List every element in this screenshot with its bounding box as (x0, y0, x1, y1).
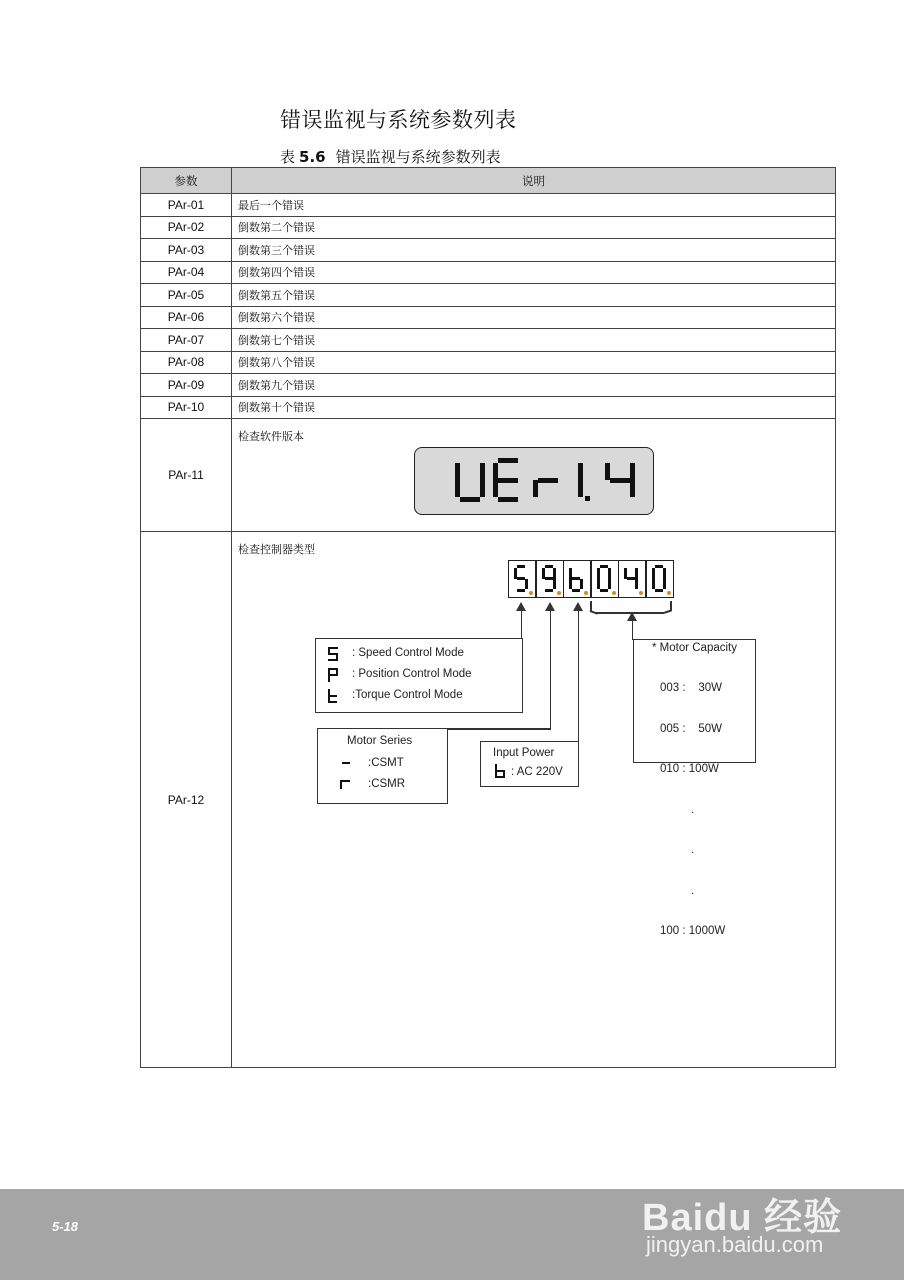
param-cell: PAr-07 (141, 329, 232, 352)
motor-series-title: Motor Series (347, 735, 413, 747)
segment (663, 568, 666, 579)
csmt-label: :CSMT (368, 757, 404, 769)
segment (578, 480, 583, 497)
segment (538, 478, 558, 483)
connector-line (521, 610, 523, 640)
table-row (141, 216, 836, 239)
segment (652, 579, 655, 590)
decimal-dot (612, 591, 616, 595)
caption-title: 错误监视与系统参数列表 (335, 148, 501, 166)
segment (608, 579, 611, 590)
desc-cell: 倒数第七个错误 (232, 329, 836, 352)
segment (545, 565, 553, 568)
param-cell: PAr-05 (141, 284, 232, 307)
desc-cell (232, 532, 836, 1068)
mode-legend-box (315, 638, 523, 713)
segment (455, 480, 460, 497)
desc-cell: 最后一个错误 (232, 194, 836, 217)
decimal-point (585, 496, 590, 501)
table-row (141, 239, 836, 262)
segment (635, 568, 638, 579)
segment (597, 579, 600, 590)
capacity-line: 010 : 100W (660, 763, 719, 775)
segment (480, 463, 485, 480)
param-cell: PAr-02 (141, 216, 232, 239)
segment (630, 463, 635, 480)
table-row (141, 329, 836, 352)
connector-line (448, 728, 551, 730)
connector-line (632, 620, 634, 640)
segment (600, 565, 608, 568)
version-lcd-display (414, 447, 654, 515)
segment (498, 497, 518, 502)
param-cell: PAr-10 (141, 396, 232, 419)
segment (460, 497, 480, 502)
digit-box (618, 560, 646, 598)
segment (580, 579, 583, 590)
connector-line (578, 610, 580, 742)
page-footer (0, 1189, 904, 1280)
param-cell: PAr-09 (141, 374, 232, 397)
motor-capacity-title: * Motor Capacity (651, 642, 737, 654)
segment (517, 577, 525, 580)
segment (553, 579, 556, 590)
table-row (141, 194, 836, 217)
capacity-line: 005 : 50W (660, 722, 723, 735)
segment (517, 565, 525, 568)
header-param: 参数 (141, 168, 232, 194)
header-description: 说明 (232, 168, 836, 194)
table-row (141, 351, 836, 374)
desc-cell: 倒数第十个错误 (232, 396, 836, 419)
segment (663, 579, 666, 590)
table-row (141, 374, 836, 397)
decimal-dot (557, 591, 561, 595)
decimal-dot (529, 591, 533, 595)
digit-box (508, 560, 536, 598)
torque-mode-glyph-icon (328, 689, 338, 703)
table-row (141, 396, 836, 419)
b-glyph-icon (495, 764, 505, 778)
speed-mode-label: : Speed Control Mode (352, 647, 464, 659)
bracket-line (590, 610, 598, 614)
desc-text: 检查软件版本 (238, 430, 304, 443)
decimal-dot (584, 591, 588, 595)
desc-cell: 倒数第八个错误 (232, 351, 836, 374)
page-number: 5-18 (52, 1219, 79, 1234)
param-cell: PAr-12 (141, 532, 232, 1068)
digit-box (563, 560, 591, 598)
connector-line (550, 610, 552, 729)
input-power-value: : AC 220V (511, 766, 563, 778)
desc-text: 检查控制器类型 (238, 543, 315, 556)
segment (600, 589, 608, 592)
input-power-title: Input Power (493, 747, 555, 759)
desc-cell: 倒数第四个错误 (232, 261, 836, 284)
table-row (141, 419, 836, 532)
desc-cell: 倒数第三个错误 (232, 239, 836, 262)
bracket-line (664, 609, 672, 613)
capacity-line: . (691, 803, 695, 816)
csmr-glyph-icon (340, 780, 350, 789)
desc-cell (232, 419, 836, 532)
desc-cell: 倒数第五个错误 (232, 284, 836, 307)
csmr-label: :CSMR (368, 778, 406, 790)
decimal-dot (639, 591, 643, 595)
table-row (141, 306, 836, 329)
digit-box (591, 560, 619, 598)
position-mode-glyph-icon (328, 668, 338, 682)
csmt-glyph-icon (342, 762, 350, 764)
capacity-line: 003 : 30W (660, 682, 723, 694)
param-cell: PAr-03 (141, 239, 232, 262)
capacity-line: . (691, 884, 695, 897)
speed-mode-glyph-icon (328, 647, 338, 661)
segment (525, 579, 528, 590)
segment (498, 478, 518, 483)
table-caption (280, 146, 501, 167)
segment (635, 579, 638, 590)
segment (553, 568, 556, 579)
input-power-box (480, 741, 579, 787)
desc-cell: 倒数第二个错误 (232, 216, 836, 239)
table-row (141, 284, 836, 307)
param-cell: PAr-08 (141, 351, 232, 374)
capacity-line: . (691, 844, 695, 856)
caption-number: 5.6 (299, 148, 326, 166)
segment (545, 577, 553, 580)
segment (455, 463, 460, 480)
segment (597, 568, 600, 579)
digit-box (536, 560, 564, 598)
segment (655, 565, 663, 568)
position-mode-label: : Position Control Mode (352, 668, 472, 680)
segment (627, 577, 635, 580)
segment (533, 480, 538, 497)
page-heading: 错误监视与系统参数列表 (280, 108, 517, 132)
param-cell: PAr-11 (141, 419, 232, 532)
motor-series-box (317, 728, 448, 804)
desc-cell: 倒数第六个错误 (232, 306, 836, 329)
desc-cell: 倒数第九个错误 (232, 374, 836, 397)
capacity-line: 100 : 1000W (660, 925, 726, 937)
param-cell: PAr-06 (141, 306, 232, 329)
table-row (141, 532, 836, 1068)
segment (498, 458, 518, 463)
segment (572, 577, 580, 580)
segment (517, 589, 525, 592)
decimal-dot (667, 591, 671, 595)
segment (610, 478, 630, 483)
segment (572, 589, 580, 592)
watermark-url: jingyan.baidu.com (646, 1232, 824, 1257)
segment (493, 480, 498, 497)
parameter-table (140, 167, 836, 1068)
segment (545, 589, 553, 592)
table-row (141, 261, 836, 284)
torque-mode-label: :Torque Control Mode (352, 689, 463, 701)
segment (608, 568, 611, 579)
segment (655, 589, 663, 592)
segment (569, 579, 572, 590)
param-cell: PAr-04 (141, 261, 232, 284)
segment (480, 480, 485, 497)
motor-capacity-box (633, 639, 756, 937)
segment (652, 568, 655, 579)
param-cell: PAr-01 (141, 194, 232, 217)
digit-box (646, 560, 674, 598)
baidu-watermark-logo: Baidu 经验 (642, 1197, 843, 1239)
segment (630, 480, 635, 497)
segment (578, 463, 583, 480)
caption-prefix: 表 (280, 148, 296, 166)
